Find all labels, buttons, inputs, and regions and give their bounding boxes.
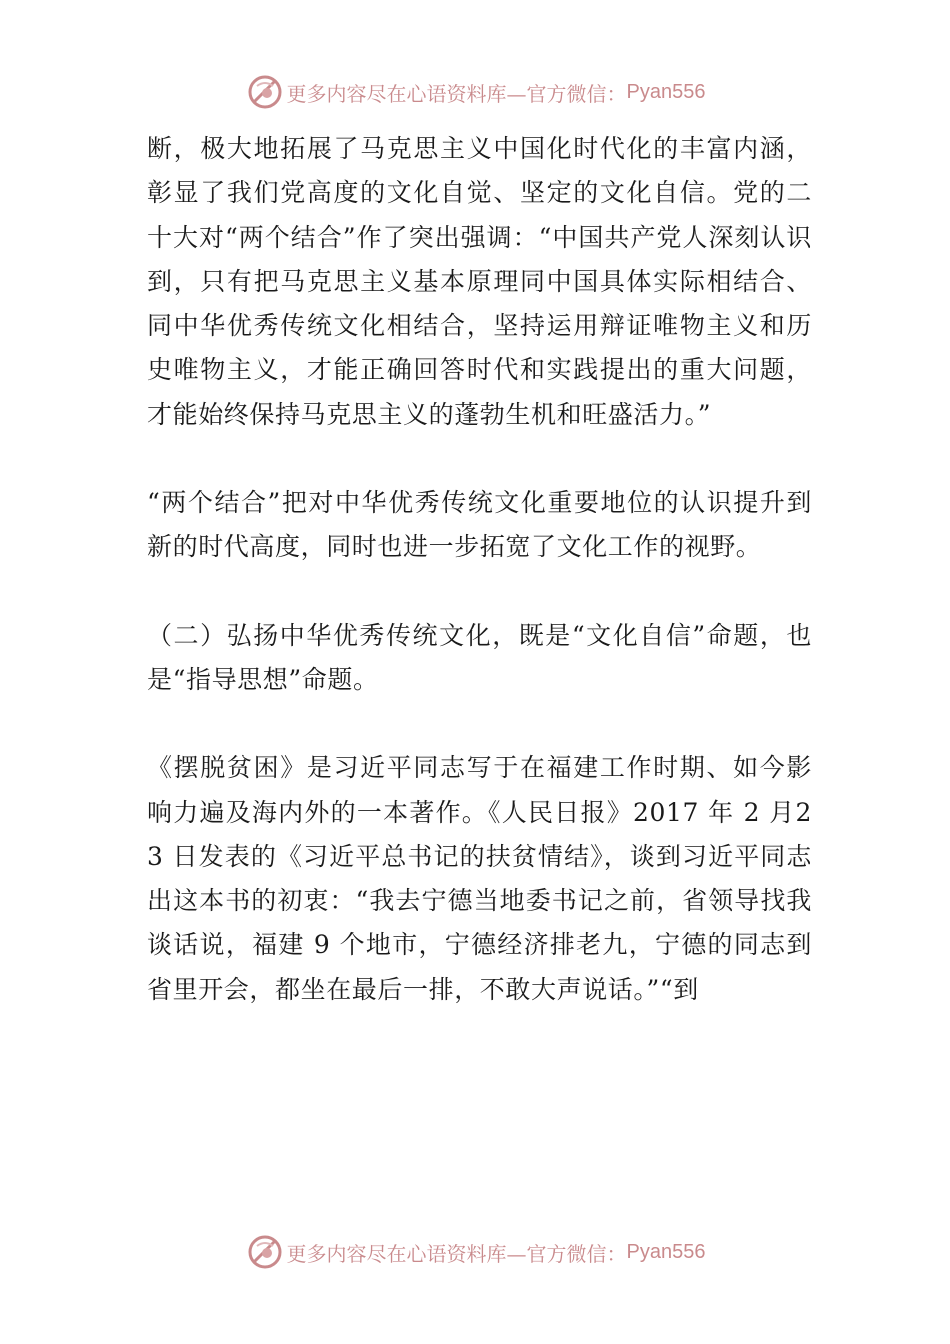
document-body: [147, 127, 812, 1012]
paragraph-2: “两个结合”把对中华优秀传统文化重要地位的认识提升到新的时代高度，同时也进一步拓宽了文化工作的视野。: [147, 488, 812, 562]
paragraph-gap: [147, 437, 812, 481]
watermark-logo-icon: [245, 72, 285, 112]
paragraph-1: 断，极大地拓展了马克思主义中国化时代化的丰富内涵，彰显了我们党高度的文化自觉、坚定的文化自信。党的二十大对“两个结合”作了突出强调：“中国共产党人深刻认识到，只有把马克思主义基本原理同中国具体实际相结合、同中华优秀传统文化相结合，坚持运用辩证唯物主义和历史唯物主义，才能正确回答时代和实践提出的重大问题，才能始终保持马克思主义的蓬勃生机和旺盛活力。”: [147, 134, 812, 429]
watermark-wechat-id: Pyan556: [626, 1240, 706, 1263]
paragraph-gap: [147, 570, 812, 614]
section-heading: （二）弘扬中华优秀传统文化，既是“文化自信”命题，也是“指导思想”命题。: [147, 620, 812, 694]
watermark-logo-icon: [245, 1232, 285, 1272]
header-watermark: [0, 68, 950, 116]
footer-watermark: [0, 1228, 950, 1276]
watermark-text: 更多内容尽在心语资料库—官方微信：: [286, 1241, 627, 1266]
paragraph-gap: [147, 702, 812, 746]
watermark-wechat-id: Pyan556: [626, 80, 706, 103]
watermark-text: 更多内容尽在心语资料库—官方微信：: [286, 81, 627, 106]
paragraph-3: 《摆脱贫困》是习近平同志写于在福建工作时期、如今影响力遍及海内外的一本著作。《人民日报》2017 年 2 月23 日发表的《习近平总书记的扶贫情结》，谈到习近平同志出这本书的初衷：“我去宁德当地委书记之前，省领导找我谈话说，福建 9 个地市，宁德经济排老九，宁德的同志到省里开会，都坐在最后一排，不敢大声说话。”“到: [147, 753, 812, 1004]
